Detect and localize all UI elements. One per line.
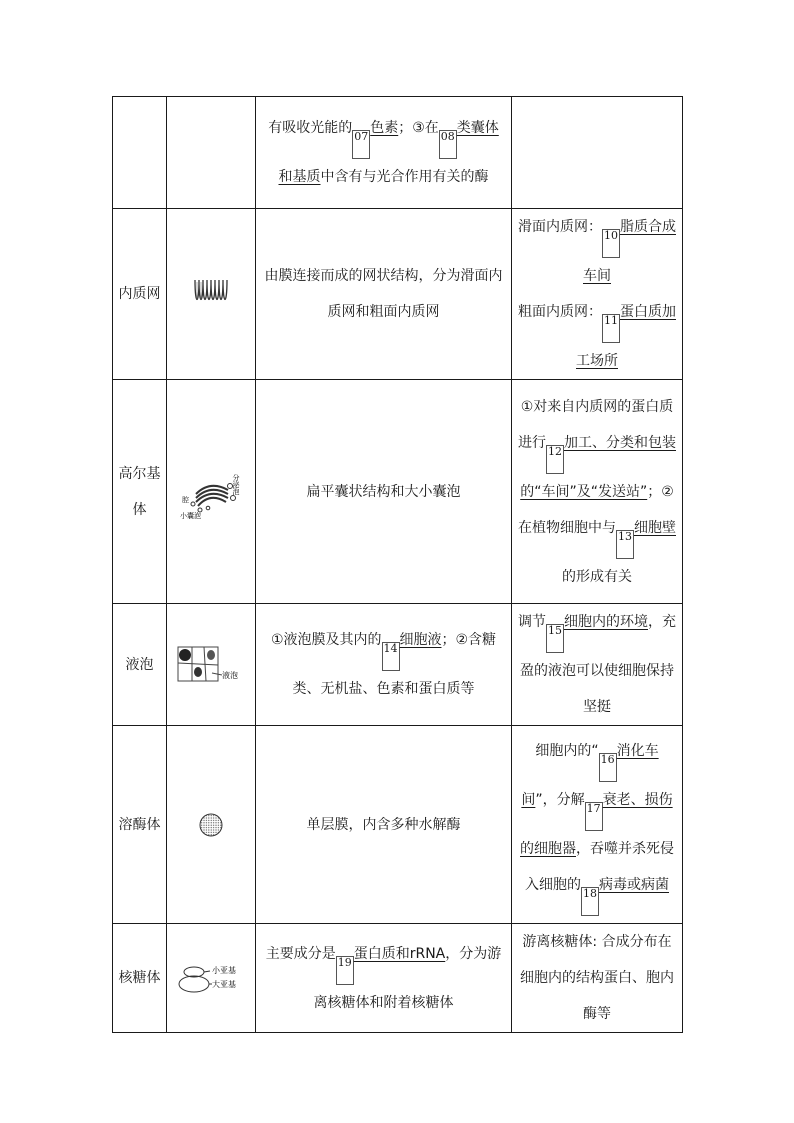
answer: 消化车间: [521, 743, 659, 808]
organelle-table: [112, 96, 683, 1033]
function-cell: [512, 97, 683, 209]
text: 有吸收光能的: [268, 120, 353, 136]
text: ①对来自内质网的蛋白质进行: [518, 398, 674, 451]
blank-number: 19: [336, 956, 354, 985]
text: 调节: [518, 614, 546, 630]
text: ，充盈的液泡可以使细胞保持坚挺: [520, 614, 676, 715]
organelle-name-cell: [113, 97, 167, 209]
illustration-cell: [167, 604, 256, 726]
table-row: [113, 97, 683, 209]
structure-cell: 由膜连接而成的网状结构，分为滑面内质网和粗面内质网: [256, 209, 512, 380]
blank-number: 14: [382, 642, 400, 671]
table-row: [113, 924, 683, 1033]
answer: 衰老、损伤的细胞器: [520, 792, 673, 857]
answer: 色素: [370, 120, 399, 136]
function-cell: [512, 380, 683, 604]
organelle-name-cell: 液泡: [113, 604, 167, 726]
ribosome-label-large: 大亚基: [212, 980, 236, 989]
text: ；③在: [398, 120, 439, 136]
illustration-cell: [167, 726, 256, 924]
text: 的形成有关: [562, 568, 632, 585]
function-cell: [512, 726, 683, 924]
text: 粗面内质网：: [518, 304, 602, 320]
answer: 类囊体和基质: [278, 120, 499, 185]
function-cell: 游离核糖体: 合成分布在细胞内的结构蛋白、胞内酶等: [512, 924, 683, 1033]
text: ；②含糖类、无机盐、色素和蛋白质等: [292, 632, 497, 697]
endoplasmic-reticulum-illustration: [167, 274, 255, 314]
answer: 脂质合成车间: [583, 219, 676, 284]
text: ，吞噬并杀死侵入细胞的: [525, 841, 674, 893]
illustration-cell: [167, 380, 256, 604]
organelle-name-cell: 核糖体: [113, 924, 167, 1033]
illustration-cell: [167, 924, 256, 1033]
ribosome-illustration: [167, 960, 255, 996]
function-cell: [512, 209, 683, 380]
blank-number: 15: [546, 624, 564, 653]
text: 细胞内的“: [535, 743, 599, 759]
blank-number: 12: [546, 445, 564, 474]
answer: 加工、分类和包装的“车间”及“发送站”: [520, 434, 676, 500]
organelle-name-cell: 溶酶体: [113, 726, 167, 924]
organelle-name-cell: 内质网: [113, 209, 167, 380]
blank-number: 10: [602, 229, 620, 258]
blank-number: 11: [602, 314, 620, 343]
answer: 蛋白质加工场所: [576, 304, 676, 369]
blank-number: 18: [581, 887, 599, 916]
structure-cell: [256, 924, 512, 1033]
golgi-label-vesicle: 分泌泡: [232, 473, 240, 495]
golgi-illustration: [167, 464, 255, 520]
text: 中含有与光合作用有关的酶: [320, 169, 489, 185]
text: ①液泡膜及其内的: [270, 632, 382, 648]
ribosome-label-small: 小亚基: [212, 966, 236, 975]
golgi-label-lumen: 腔: [182, 495, 189, 504]
answer: 蛋白质和rRNA: [353, 945, 446, 962]
blank-number: 16: [599, 753, 617, 782]
vacuole-illustration: [167, 645, 255, 685]
structure-cell: 单层膜，内含多种水解酶: [256, 726, 512, 924]
structure-cell: [256, 97, 512, 209]
table-row: [113, 726, 683, 924]
text: 主要成分是: [265, 945, 336, 962]
blank-number: 13: [616, 530, 634, 559]
blank-number: 07: [352, 130, 370, 159]
table-row: [113, 380, 683, 604]
answer: 病毒或病菌: [599, 877, 669, 893]
text: ；②在植物细胞中与: [518, 483, 674, 536]
answer: 细胞壁: [634, 519, 676, 536]
illustration-cell: [167, 97, 256, 209]
organelle-name-cell: 高尔基体: [113, 380, 167, 604]
answer: 细胞内的环境: [564, 614, 648, 630]
text: ”，分解: [535, 792, 585, 808]
blank-number: 17: [585, 802, 603, 831]
table-row: [113, 604, 683, 726]
structure-cell: [256, 604, 512, 726]
table-row: [113, 209, 683, 380]
function-cell: [512, 604, 683, 726]
text: ，分为游离核糖体和附着核糖体: [313, 945, 502, 1011]
structure-cell: 扁平囊状结构和大小囊泡: [256, 380, 512, 604]
blank-number: 08: [439, 130, 457, 159]
answer: 细胞液: [399, 632, 442, 648]
lysosome-illustration: [167, 812, 255, 838]
vacuole-label: 液泡: [222, 670, 238, 680]
text: 滑面内质网：: [518, 219, 602, 235]
golgi-label-small-vesicle: 小囊泡: [180, 511, 201, 520]
illustration-cell: [167, 209, 256, 380]
